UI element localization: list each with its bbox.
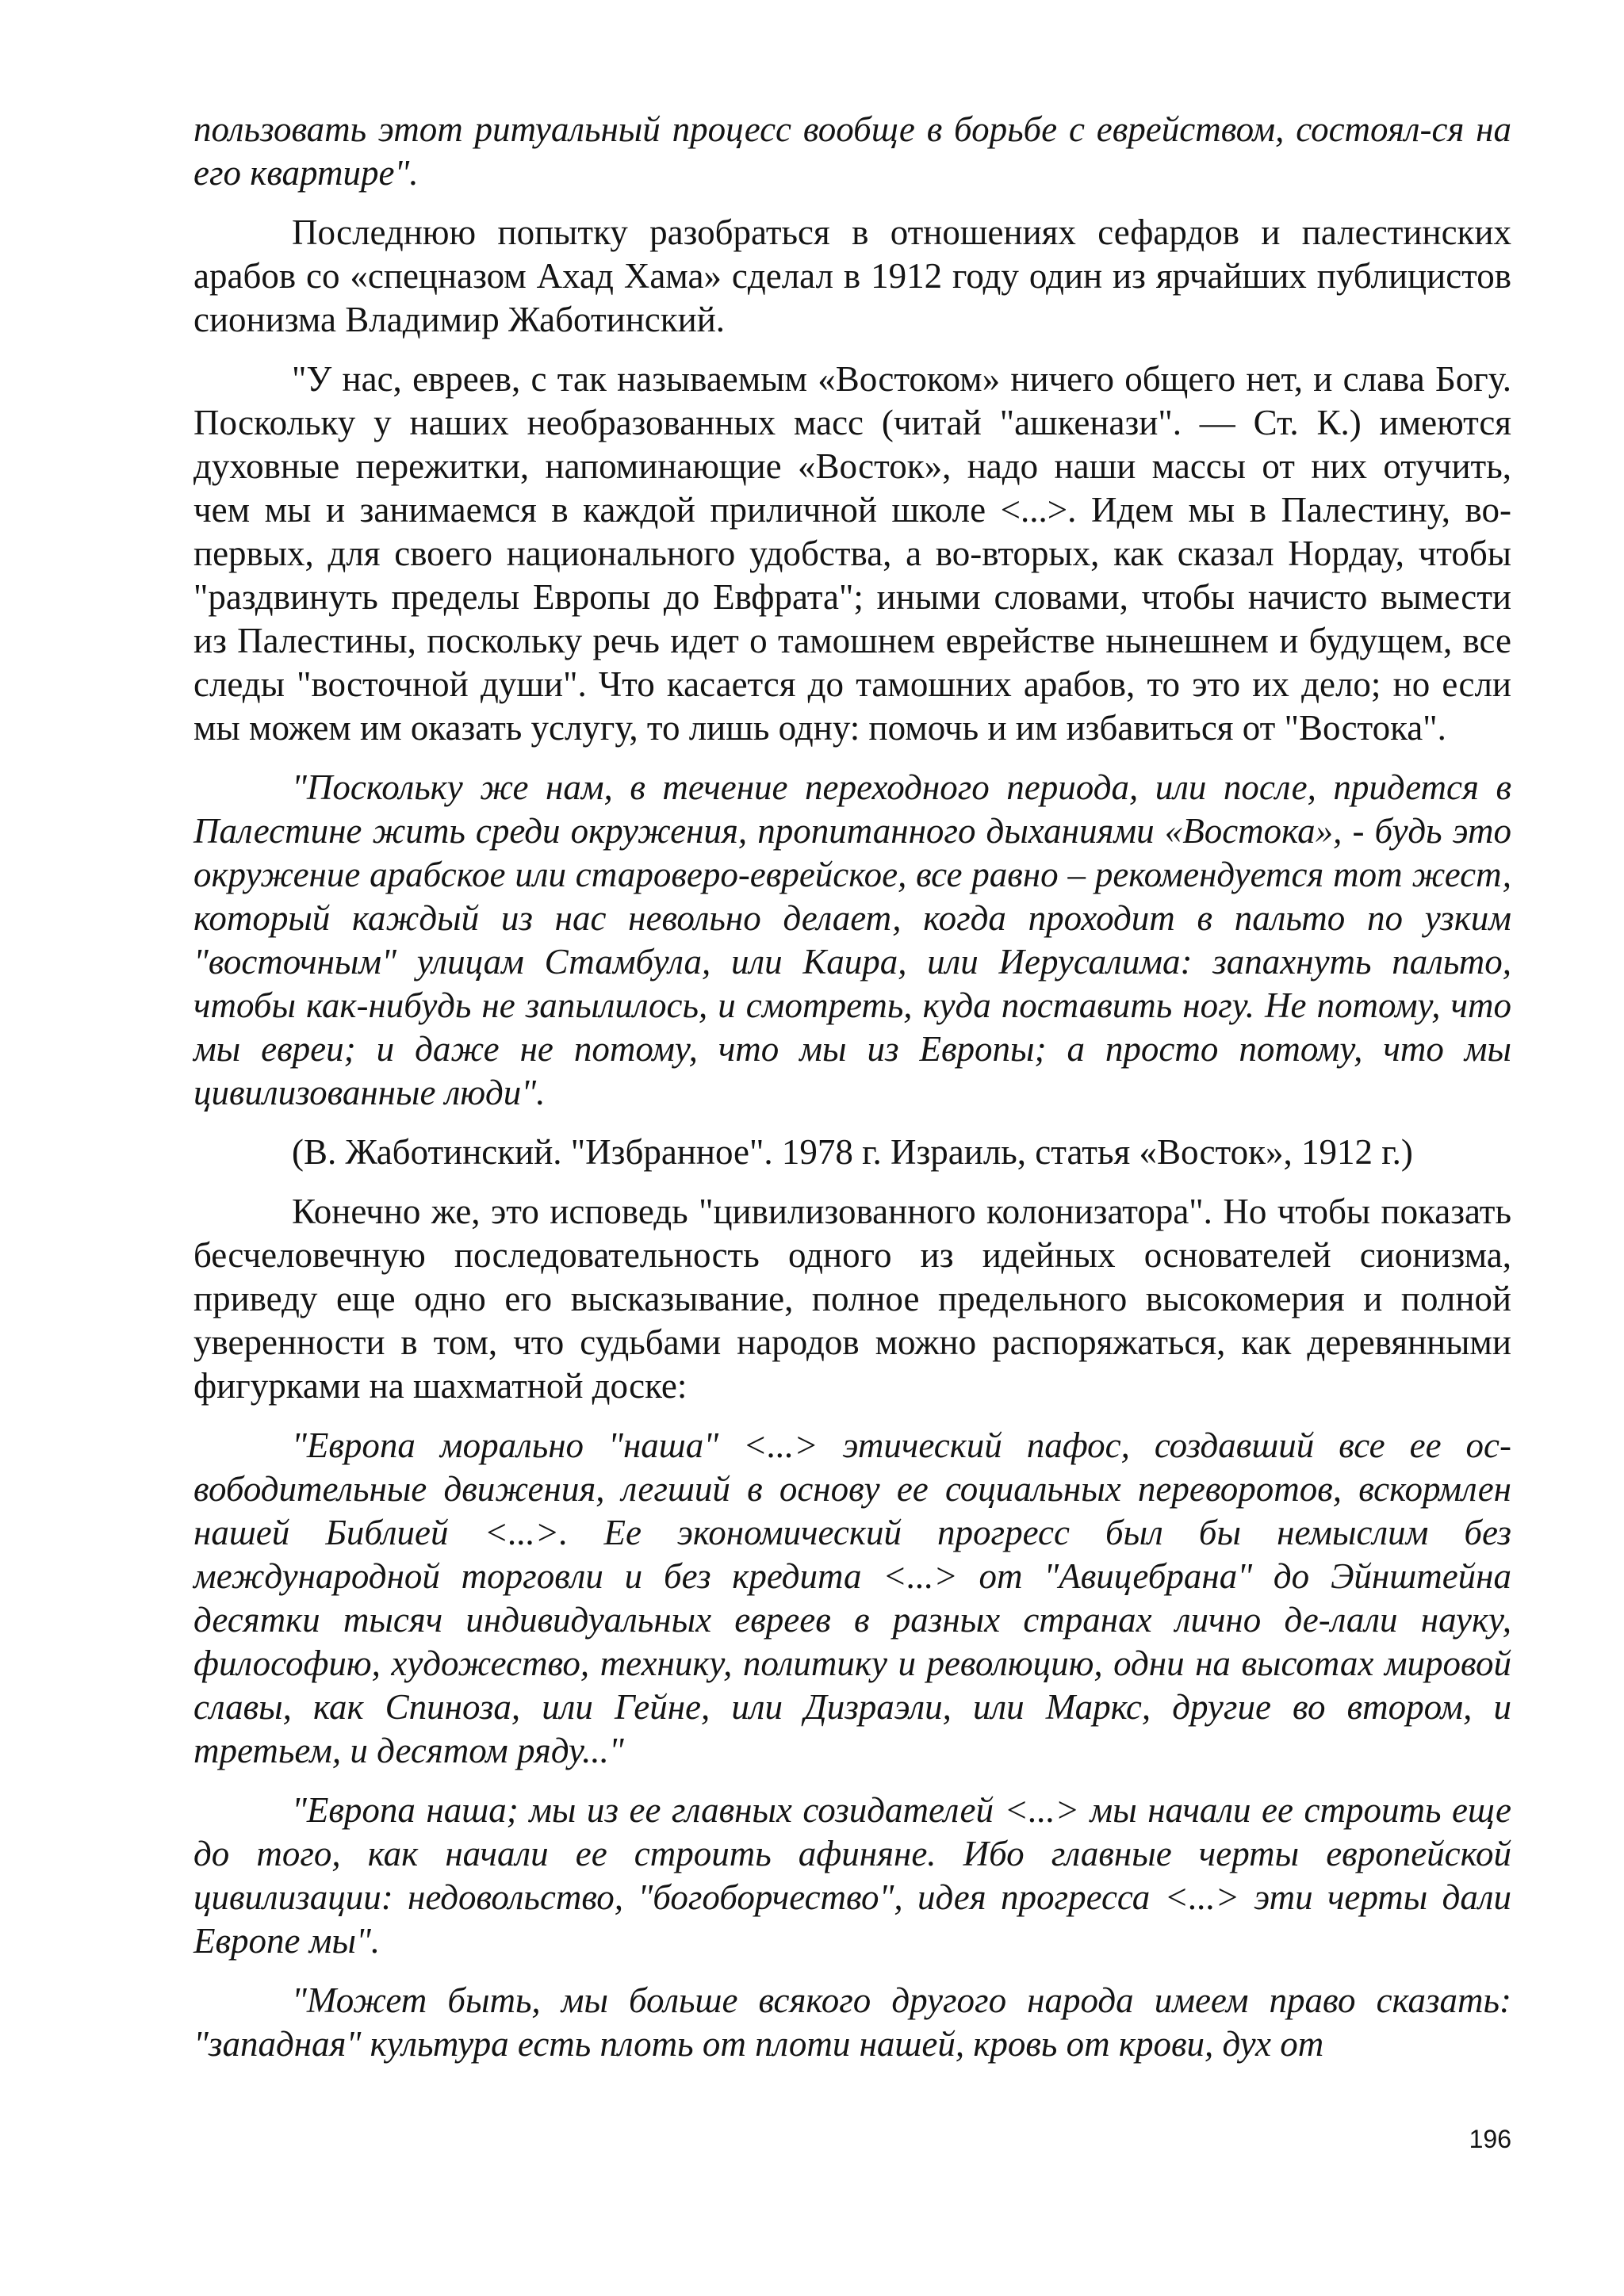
paragraph-2: Последнюю попытку разобраться в отношениях сефардов и палестинских арабов со «спецназом Ахад Хама» сделал в 1912 году один из ярчайших публицистов сионизма Владимир Жаботинский. <box>193 212 1511 339</box>
page-number: 196 <box>1469 2125 1511 2153</box>
paragraph-4-quote: "Поскольку же нам, в течение переходного периода, или после, придется в Палестине жить среди окружения, пропитанного дыханиями «Востока», - будь это окружение арабское или староверо-еврейское, все равно – рекомендуется тот жест, который каждый из нас невольно делает, когда проходит в пальто по узким "восточным" улицам Стамбула, или Каира, или Иерусалима: запахнуть пальто, чтобы как-нибудь не запылилось, и смотреть, куда поставить ногу. Не потому, что мы евреи; и даже не потому, что мы из Европы; а просто потому, что мы цивилизованные люди". <box>193 767 1511 1112</box>
paragraph-7-quote: "Европа морально "наша" <...> этический пафос, создавший все ее ос-вободительные движения, легший в основу ее социальных переворотов, вскормлен нашей Библией <...>. Ее экономический прогресс был бы немыслим без международной торговли и без кредита <...> от "Авицебрана" до Эйнштейна десятки тысяч индивидуальных евреев в разных странах лично де-лали науку, философию, художество, технику, политику и революцию, одни на высотах мировой славы, как Спиноза, или Гейне, или Дизраэли, или Маркс, другие во втором, и третьем, и десятом ряду..." <box>193 1425 1511 1770</box>
paragraph-8-quote: "Европа наша; мы из ее главных созидателей <...> мы начали ее строить еще до того, как начали ее строить афиняне. Ибо главные черты европейской цивилизации: недовольство, "богоборчество", идея прогресса <...> эти черты дали Европе мы". <box>193 1790 1511 1961</box>
paragraph-9-quote: "Может быть, мы больше всякого другого народа имеем право сказать: "западная" культура есть плоть от плоти нашей, кровь от крови, дух от <box>193 1980 1511 2064</box>
paragraph-3-quote: "У нас, евреев, с так называемым «Востоком» ничего общего нет, и слава Богу. Поскольку у наших необразованных масс (читай "ашкенази". — Ст. К.) имеются духовные пережитки, напоминающие «Восток», надо наши массы от них отучить, чем мы и занимаемся в каждой приличной школе <...>. Идем мы в Палестину, во-первых, для своего национального удобства, а во-вторых, как сказал Нордау, чтобы "раздвинуть пределы Европы до Евфрата"; иными словами, чтобы начисто вымести из Палестины, поскольку речь идет о тамошнем еврействе нынешнем и будущем, все следы "восточной души". Что касается до тамошних арабов, то это их дело; но если мы можем им оказать услугу, то лишь одну: помочь и им избавиться от "Востока". <box>193 359 1511 748</box>
document-page <box>193 108 1511 2082</box>
paragraph-1: пользовать этот ритуальный процесс вообще в борьбе с еврейством, состоял-ся на его квартире". <box>193 109 1511 193</box>
paragraph-5-citation: (В. Жаботинский. "Избранное". 1978 г. Израиль, статья «Восток», 1912 г.) <box>292 1132 1413 1172</box>
paragraph-6: Конечно же, это исповедь "цивилизованного колонизатора". Но чтобы показать бесчеловечную последовательность одного из идейных основателей сионизма, приведу еще одно его высказывание, полное предельного высокомерия и полной уверенности в том, что судьбами народов можно распоряжаться, как деревянными фигурками на шахматной доске: <box>193 1192 1511 1406</box>
